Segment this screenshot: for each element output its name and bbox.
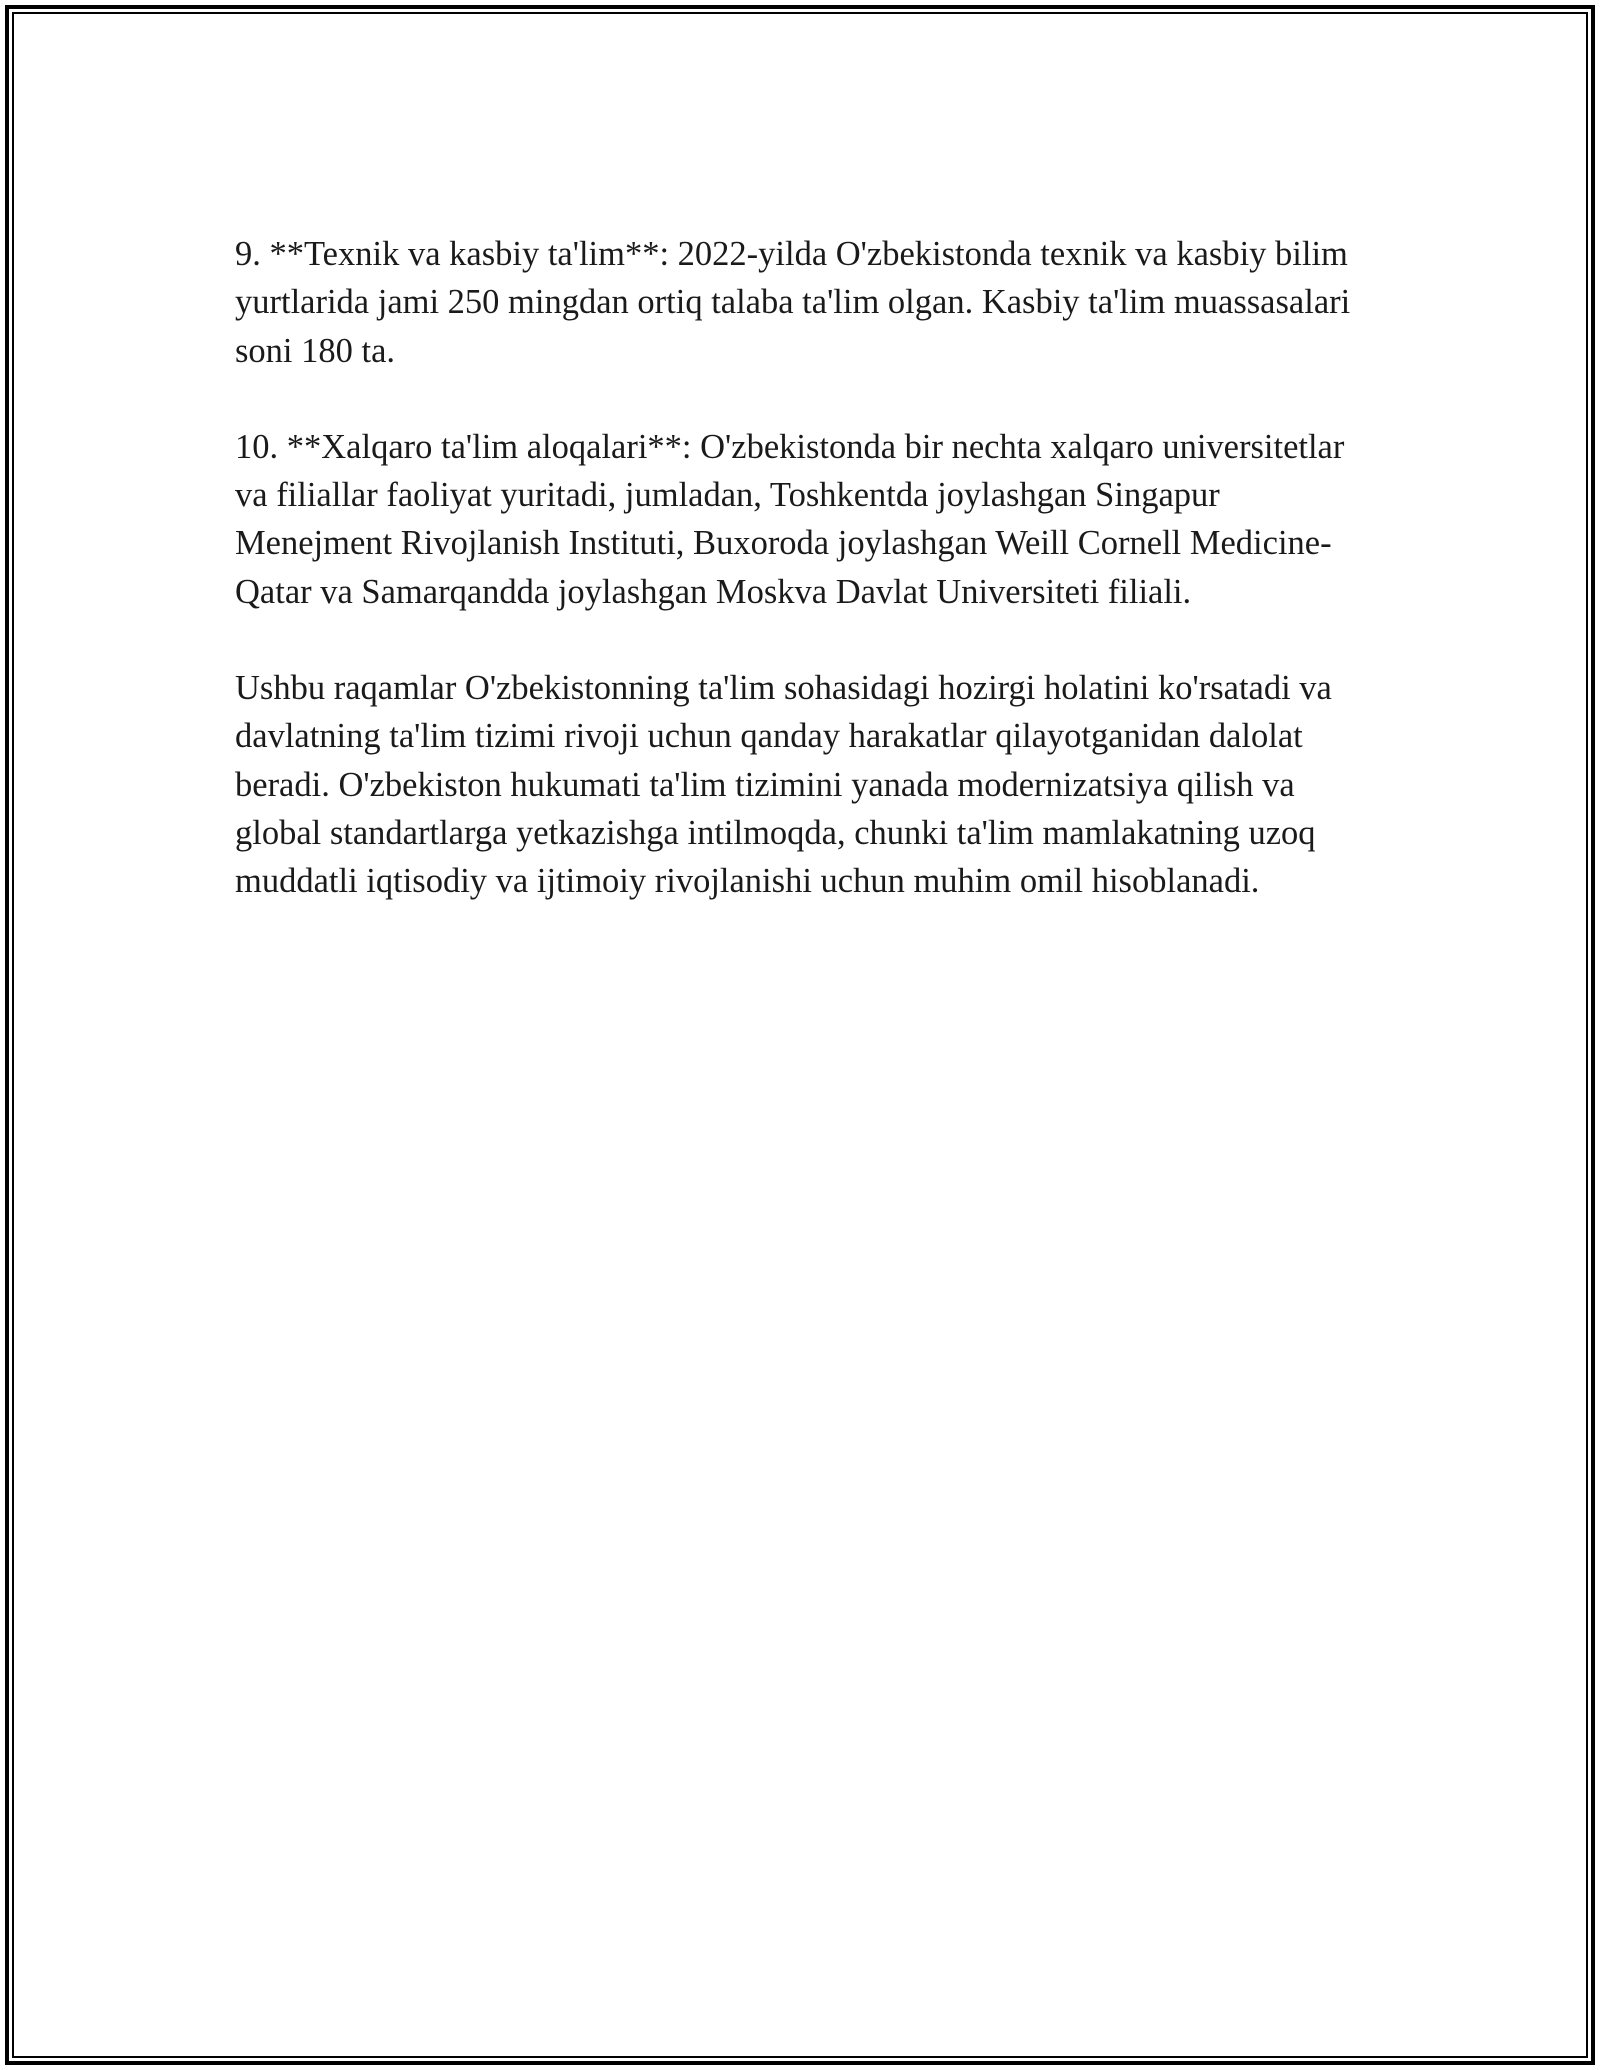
paragraph-conclusion: Ushbu raqamlar O'zbekistonning ta'lim sohasidagi hozirgi holatini ko'rsatadi va davlatning ta'lim tizimi rivoji uchun qanday harakatlar qilayotganidan dalolat beradi. O'zbekiston hukumati ta'lim tizimini yanada modernizatsiya qilish va global standartlarga yetkazishga intilmoqda, chunki ta'lim mamlakatning uzoq muddatli iqtisodiy va ijtimoiy rivojlanishi uchun muhim omil hisoblanadi.	[235, 669, 1332, 901]
paragraph-technical-education: 9. **Texnik va kasbiy ta'lim**: 2022-yilda O'zbekistonda texnik va kasbiy bilim yurtlarida jami 250 mingdan ortiq talaba ta'lim olgan. Kasbiy ta'lim muassasalari soni 180 ta.	[235, 235, 1351, 370]
paragraph-international-relations: 10. **Xalqaro ta'lim aloqalari**: O'zbekistonda bir nechta xalqaro universitetlar va filiallar faoliyat yuritadi, jumladan, Toshkentda joylashgan Singapur Menejment Rivojlanish Instituti, Buxoroda joylashgan Weill Cornell Medicine-Qatar va Samarqandda joylashgan Moskva Davlat Universiteti filiali.	[235, 427, 1345, 611]
document-body	[235, 230, 1385, 954]
